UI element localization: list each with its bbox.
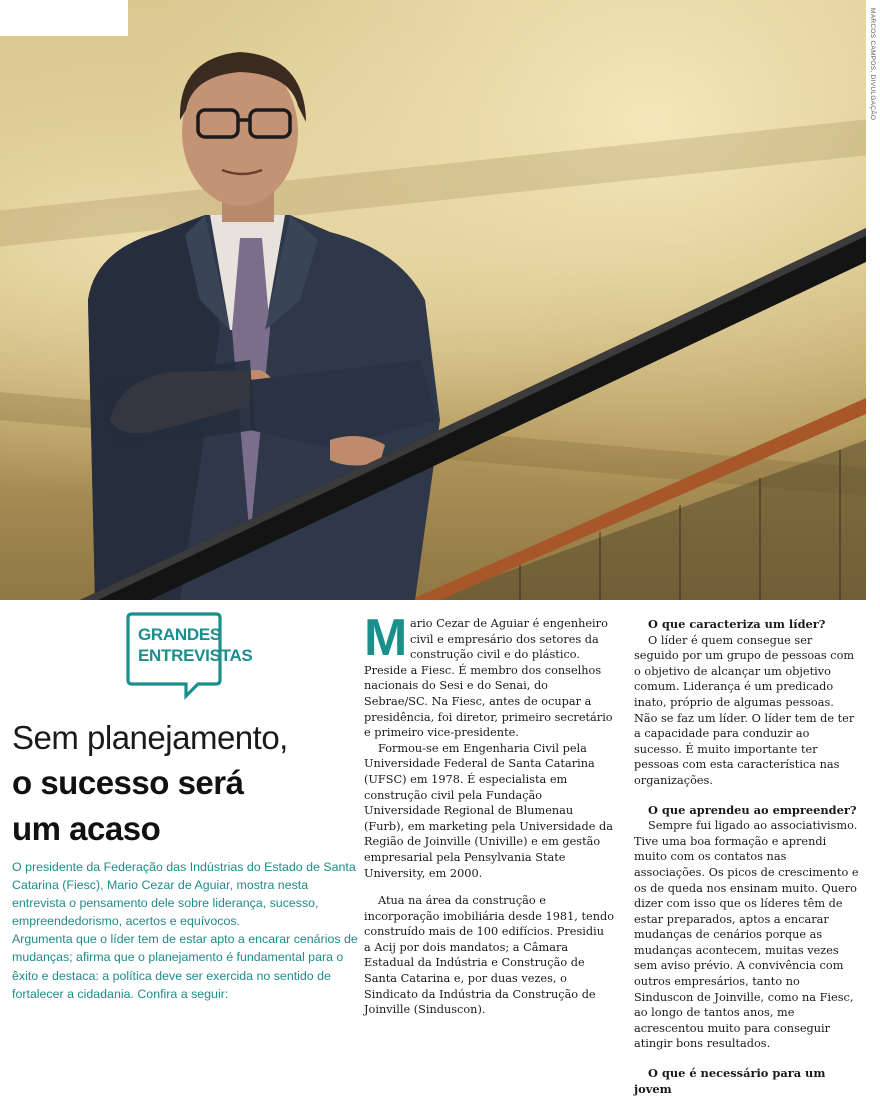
lead-paragraph: Argumenta que o líder tem de estar apto a encarar cenários de mudanças; afirma que o planejamento é fundamental para o êxito e destaca: a política deve ser exercida no sentido de fortalecer a cidadania. Confira a seguir:	[12, 932, 358, 1001]
photo-credit: MARCOS CAMPOS, DIVULGAÇÃO	[869, 8, 876, 121]
bio-column	[364, 609, 614, 1018]
headline-line-2: o sucesso será	[12, 764, 244, 801]
question-heading: O que caracteriza um líder?	[648, 617, 826, 631]
answer-paragraph: O líder é quem consegue ser seguido por um grupo de pessoas com o objetivo de alcançar um objetivo comum. Liderança é um predicado inato, próprio de algumas pessoas. Não se faz um líder. O líder tem de ter a capacidade para conduzir ao sucesso. É muito importante ter pessoas com esta característica nas organizações.	[634, 633, 855, 787]
drop-cap: M	[364, 609, 408, 667]
badge-line-2: ENTREVISTAS	[138, 646, 253, 665]
article-headline	[12, 716, 352, 852]
headline-line-3: um acaso	[12, 810, 161, 847]
article-lead	[12, 858, 360, 1003]
bio-paragraph: ario Cezar de Aguiar é engenheiro civil e empresário dos setores da construção civil e do plástico. Preside a Fiesc. É membro dos conselhos nacionais do Sesi e do Senai, do Sebrae/SC. Na Fiesc, antes de ocupar a presidência, foi diretor, primeiro secretário e primeiro vice-presidente.	[364, 617, 613, 740]
question-heading: O que aprendeu ao empreender?	[648, 802, 857, 817]
section-badge	[138, 624, 258, 666]
badge-line-1: GRANDES	[138, 625, 221, 644]
answer-paragraph: Sempre fui ligado ao associativismo. Tive uma boa formação e aprendi muito com os contatos nas associações. Os picos de crescimento e os de queda nos ensinam muito. Quero dizer com isso que os líderes têm de estar preparados, aptos a encarar mudanças de cenários porque as mudanças acontecem, muitas vezes sem aviso prévio. A convivência com outros empresários, tanto no Sinduscon de Joinville, como na Fiesc, ao longo de tantos anos, me acrescentou muito para conseguir atingir bons resultados.	[634, 819, 859, 1051]
lead-paragraph: O presidente da Federação das Indústrias do Estado de Santa Catarina (Fiesc), Mario Cezar de Aguiar, mostra nesta entrevista o pensamento dele sobre liderança, sucesso, empreendedorismo, acertos e equívocos.	[12, 860, 356, 929]
interview-column	[634, 617, 860, 1097]
bio-paragraph: Formou-se em Engenharia Civil pela Universidade Federal de Santa Catarina (UFSC) em 1978. É especialista em construção civil pela Fundação Universidade Regional de Blumenau (Furb), em marketing pela Universidade da Região de Joinville (Univille) e em gestão empresarial pela Pensylvania State University, em 2000.	[364, 741, 613, 880]
corner-blank	[0, 0, 128, 36]
question-heading: O que é necessário para um jovem	[634, 1066, 826, 1096]
bio-paragraph: Atua na área da construção e incorporação imobiliária desde 1981, tendo construído mais de 100 edifícios. Presidiu a Acij por dois mandatos; a Câmara Estadual da Indústria e Construção de Santa Catarina e, por duas vezes, o Sindicato da Indústria da Construção de Joinville (Sinduscon).	[364, 894, 614, 1017]
headline-line-1: Sem planejamento,	[12, 719, 288, 756]
